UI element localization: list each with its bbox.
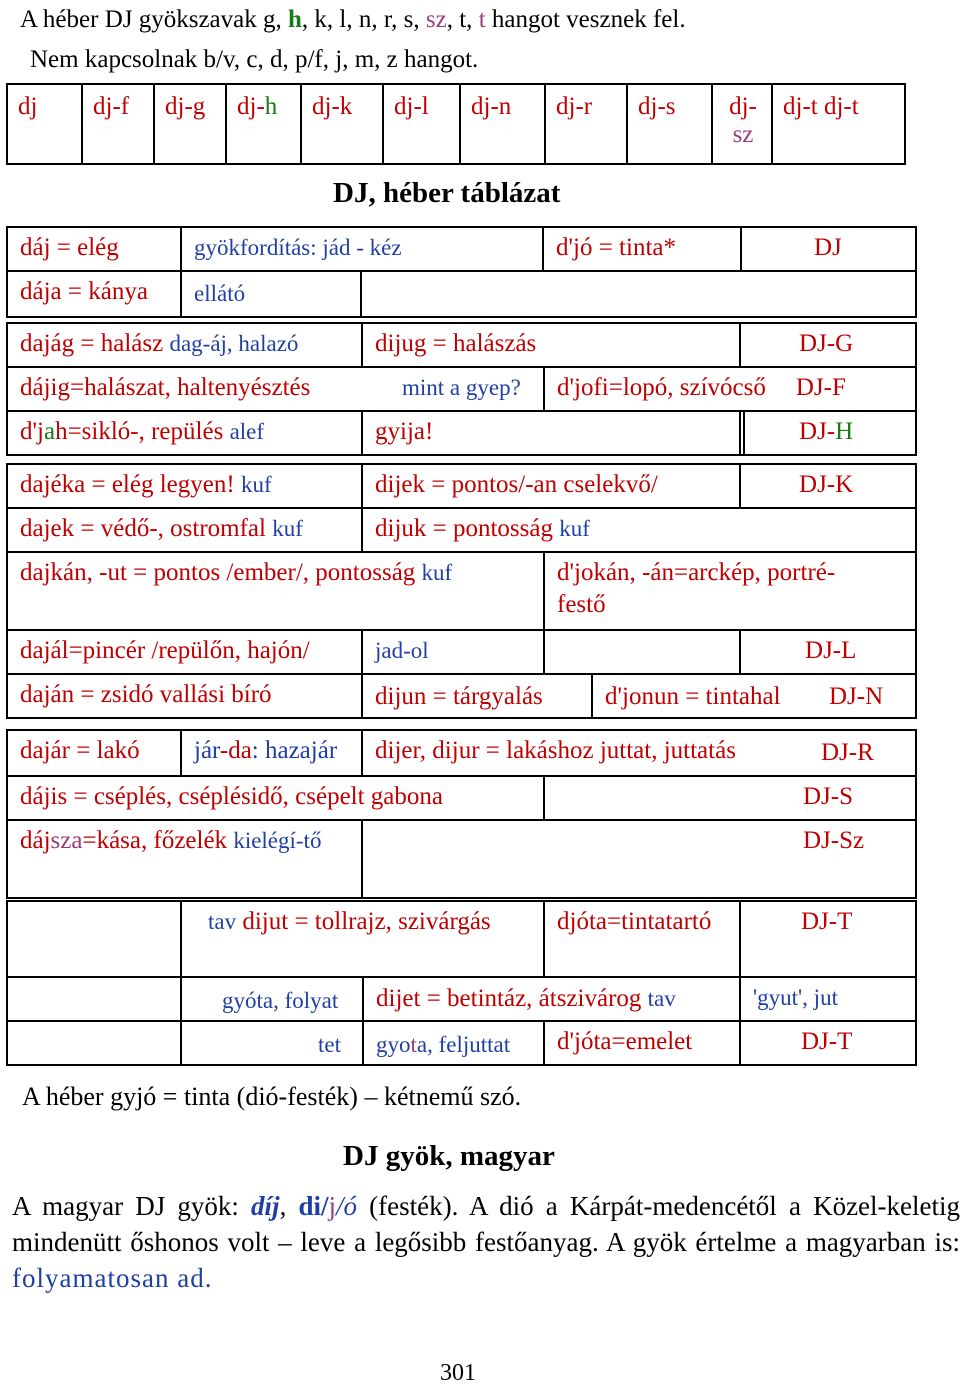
cell: DJ-L xyxy=(740,630,916,674)
cell: tav dijut = tollrajz, szivárgás xyxy=(181,901,544,977)
page-number: 301 xyxy=(440,1360,476,1386)
table-row xyxy=(7,901,916,977)
cell xyxy=(7,1021,181,1065)
cell: dijek = pontos/-an cselekvő/ xyxy=(362,464,740,508)
divider xyxy=(362,978,364,1020)
cell: DJ-Sz xyxy=(362,820,916,898)
cell-text: d'jonun = tintahal xyxy=(605,683,781,710)
cell xyxy=(544,630,740,674)
table-row xyxy=(7,730,916,776)
cell-text: dijer, dijur = lakáshoz juttat, juttatás xyxy=(375,737,736,764)
cell: dájsza=kása, főzelék kielégí-tő xyxy=(7,820,362,898)
cell: daján = zsidó vallási bíró xyxy=(7,674,362,718)
cell: d'jofi=lopó, szívócső DJ-F xyxy=(544,367,916,411)
table-row xyxy=(7,271,916,317)
cell xyxy=(362,411,740,455)
cell-text: dijun = tárgyalás xyxy=(375,683,543,710)
root-cell: dj-h xyxy=(226,84,301,164)
cell: dáj = elég xyxy=(7,227,181,271)
heading-hebrew-table: DJ, héber táblázat xyxy=(333,177,561,209)
table-row xyxy=(7,820,916,898)
cell: d'jó = tinta* xyxy=(543,227,741,271)
table-group-1 xyxy=(6,226,917,318)
table-row xyxy=(7,508,916,552)
intro-h: h xyxy=(288,6,302,33)
heading-hungarian-root: DJ gyök, magyar xyxy=(343,1140,555,1172)
root-cell: dj-k xyxy=(301,84,383,164)
cell xyxy=(181,1021,544,1065)
table-row xyxy=(7,776,916,820)
cell: djóta=tintatartó xyxy=(544,901,740,977)
cell: DJ-G xyxy=(740,323,916,367)
cell: dája = kánya xyxy=(7,271,181,317)
divider xyxy=(743,412,745,454)
table-group-4 xyxy=(6,729,917,899)
divider xyxy=(591,675,593,717)
cell xyxy=(7,977,181,1021)
cell xyxy=(181,271,916,317)
cell: dájig=halászat, haltenyésztés xyxy=(7,367,362,411)
table-row xyxy=(7,227,916,271)
root-cell: dj-s xyxy=(627,84,712,164)
table-row xyxy=(7,630,916,674)
cell: dajéka = elég legyen! kuf xyxy=(7,464,362,508)
cell xyxy=(7,901,181,977)
intro-text: , t, xyxy=(446,6,479,33)
intro-text: A héber DJ gyökszavak g, xyxy=(20,6,288,33)
cell: 'gyut', jut xyxy=(740,977,916,1021)
cell-text: DJ-R xyxy=(821,739,874,766)
intro-line-2: Nem kapcsolnak b/v, c, d, p/f, j, m, z hangot. xyxy=(30,46,479,73)
intro xyxy=(20,0,686,80)
paragraph: A magyar DJ gyök: díj, di/j/ó (festék). A dió a Kárpát-medencétől a Közel-keletig mindenütt őshonos volt – leve a legősibb festőanyag. A gyök értelme a magyarban is: folyamatosan ad. xyxy=(12,1191,960,1293)
root-cell: dj-t dj-t xyxy=(772,84,905,164)
cell: dijug = halászás xyxy=(362,323,740,367)
cell xyxy=(362,730,916,776)
root-cell: dj-l xyxy=(383,84,460,164)
cell: DJ-K xyxy=(740,464,916,508)
intro-text: hangot vesznek fel. xyxy=(485,6,686,33)
cell: DJ xyxy=(741,227,916,271)
divider xyxy=(360,272,362,316)
cell-text: dijet = betintáz, átszivárog tav xyxy=(376,985,676,1012)
cell xyxy=(181,977,740,1021)
cell: DJ-H xyxy=(740,411,916,455)
intro-t: t xyxy=(478,6,486,33)
cell-text: gyija! xyxy=(375,418,434,445)
table-row xyxy=(7,552,916,630)
root-cell: dj-g xyxy=(154,84,226,164)
cell-text: ellátó xyxy=(194,281,246,306)
cell-text: gyota, feljuttat xyxy=(376,1032,511,1057)
cell xyxy=(362,674,916,718)
table-row xyxy=(7,977,916,1021)
cell: DJ-T xyxy=(740,1021,916,1065)
cell: dajkán, -ut = pontos /ember/, pontosság kuf xyxy=(7,552,544,630)
root-table xyxy=(6,83,906,165)
cell: jad-ol xyxy=(362,630,544,674)
cell: DJ-T xyxy=(740,901,916,977)
table-group-5 xyxy=(6,900,917,1066)
cell-text: gyóta, folyat xyxy=(222,988,339,1013)
table-group-2 xyxy=(6,322,917,456)
cell: dajek = védő-, ostromfal kuf xyxy=(7,508,362,552)
root-cell: dj- sz xyxy=(712,84,772,164)
note-line: A héber gyjó = tinta (dió-festék) – kétnemű szó. xyxy=(22,1082,522,1111)
cell: dájis = cséplés, cséplésidő, csépelt gabona xyxy=(7,776,544,820)
table-group-3 xyxy=(6,463,917,719)
cell-text: DJ-N xyxy=(829,683,884,710)
cell: d'jah=sikló-, repülés alef xyxy=(7,411,362,455)
intro-sz: sz xyxy=(425,6,447,33)
table-row xyxy=(7,411,916,455)
cell-text: tet xyxy=(318,1032,341,1057)
cell: d'jokán, -án=arckép, portré-festő xyxy=(544,552,916,630)
cell: d'jóta=emelet xyxy=(544,1021,740,1065)
cell: dajág = halász dag-áj, halazó xyxy=(7,323,362,367)
table-row xyxy=(7,323,916,367)
root-cell: dj xyxy=(7,84,82,164)
root-cell: dj-r xyxy=(545,84,627,164)
table-row xyxy=(7,674,916,718)
table-row xyxy=(7,464,916,508)
cell: dajár = lakó xyxy=(7,730,181,776)
table-row xyxy=(7,367,916,411)
cell: mint a gyep? xyxy=(362,367,544,411)
divider xyxy=(362,1022,364,1064)
intro-line-1 xyxy=(20,0,686,40)
cell: gyökfordítás: jád - kéz xyxy=(181,227,543,271)
intro-text: , k, l, n, r, s, xyxy=(301,6,426,33)
cell: dajál=pincér /repülőn, hajón/ xyxy=(7,630,362,674)
cell: jár-da: hazajár xyxy=(181,730,362,776)
cell: dijuk = pontosság kuf xyxy=(362,508,916,552)
root-cell: dj-n xyxy=(460,84,545,164)
root-cell: dj-f xyxy=(82,84,154,164)
cell: DJ-S xyxy=(544,776,916,820)
table-row xyxy=(7,1021,916,1065)
